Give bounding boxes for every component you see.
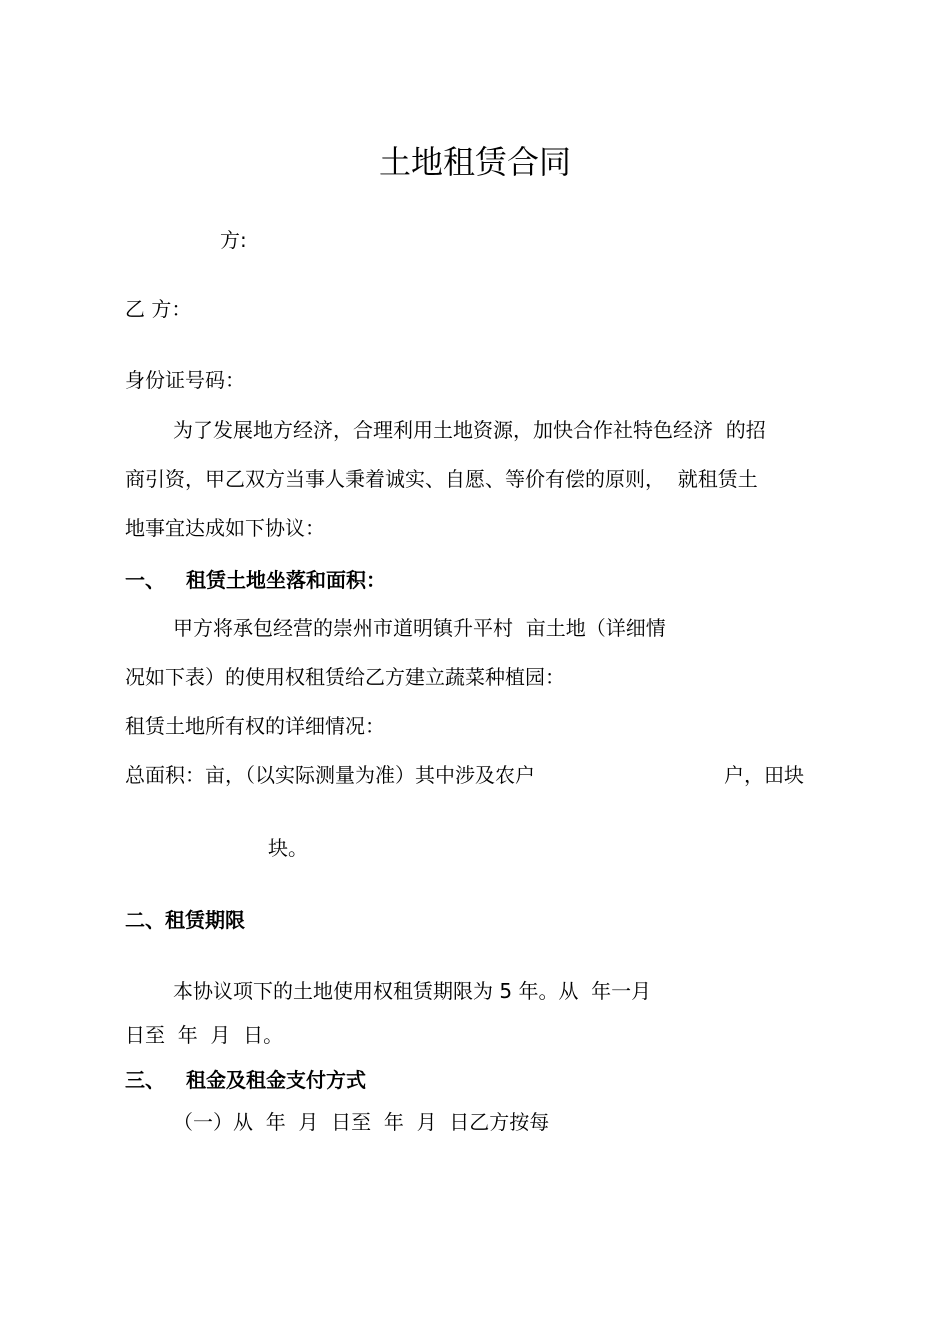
section-1-number: 一、 [125, 568, 165, 592]
id-number-label: 身份证号码： [125, 368, 245, 392]
section-3-heading: 租金及租金支付方式 [186, 1068, 366, 1092]
section-1-line-3: 租赁土地所有权的详细情况： [125, 714, 385, 738]
section-2-line-2: 日至 年 月 日。 [125, 1023, 284, 1047]
section-3-line-1: （一）从 年 月 日至 年 月 日乙方按每 [173, 1110, 550, 1134]
section-3-number: 三、 [125, 1068, 165, 1092]
document-title: 土地租赁合同 [378, 143, 571, 181]
intro-line-3: 地事宜达成如下协议： [125, 516, 325, 540]
section-2-heading: 二、租赁期限 [125, 908, 245, 932]
section-1-line-4b: 户，田块 [724, 763, 804, 787]
section-1-heading: 租赁土地坐落和面积： [186, 568, 386, 592]
section-1-line-2: 况如下表）的使用权租赁给乙方建立蔬菜种植园： [125, 665, 565, 689]
party-a-label: 方: [220, 228, 247, 252]
section-2-line-1: 本协议项下的土地使用权租赁期限为 5 年。从 年一月 [173, 979, 652, 1003]
section-1-line-5: 块。 [268, 836, 308, 860]
party-b-label: 乙 方： [125, 297, 192, 321]
section-1-line-1: 甲方将承包经营的崇州市道明镇升平村 亩土地（详细情 [173, 616, 666, 640]
section-1-line-4a: 总面积：亩，（以实际测量为准）其中涉及农户 [125, 763, 535, 787]
intro-line-2: 商引资，甲乙双方当事人秉着诚实、自愿、等价有偿的原则， 就租赁土 [125, 467, 758, 491]
intro-line-1: 为了发展地方经济，合理利用土地资源，加快合作社特色经济 的招 [173, 418, 766, 442]
